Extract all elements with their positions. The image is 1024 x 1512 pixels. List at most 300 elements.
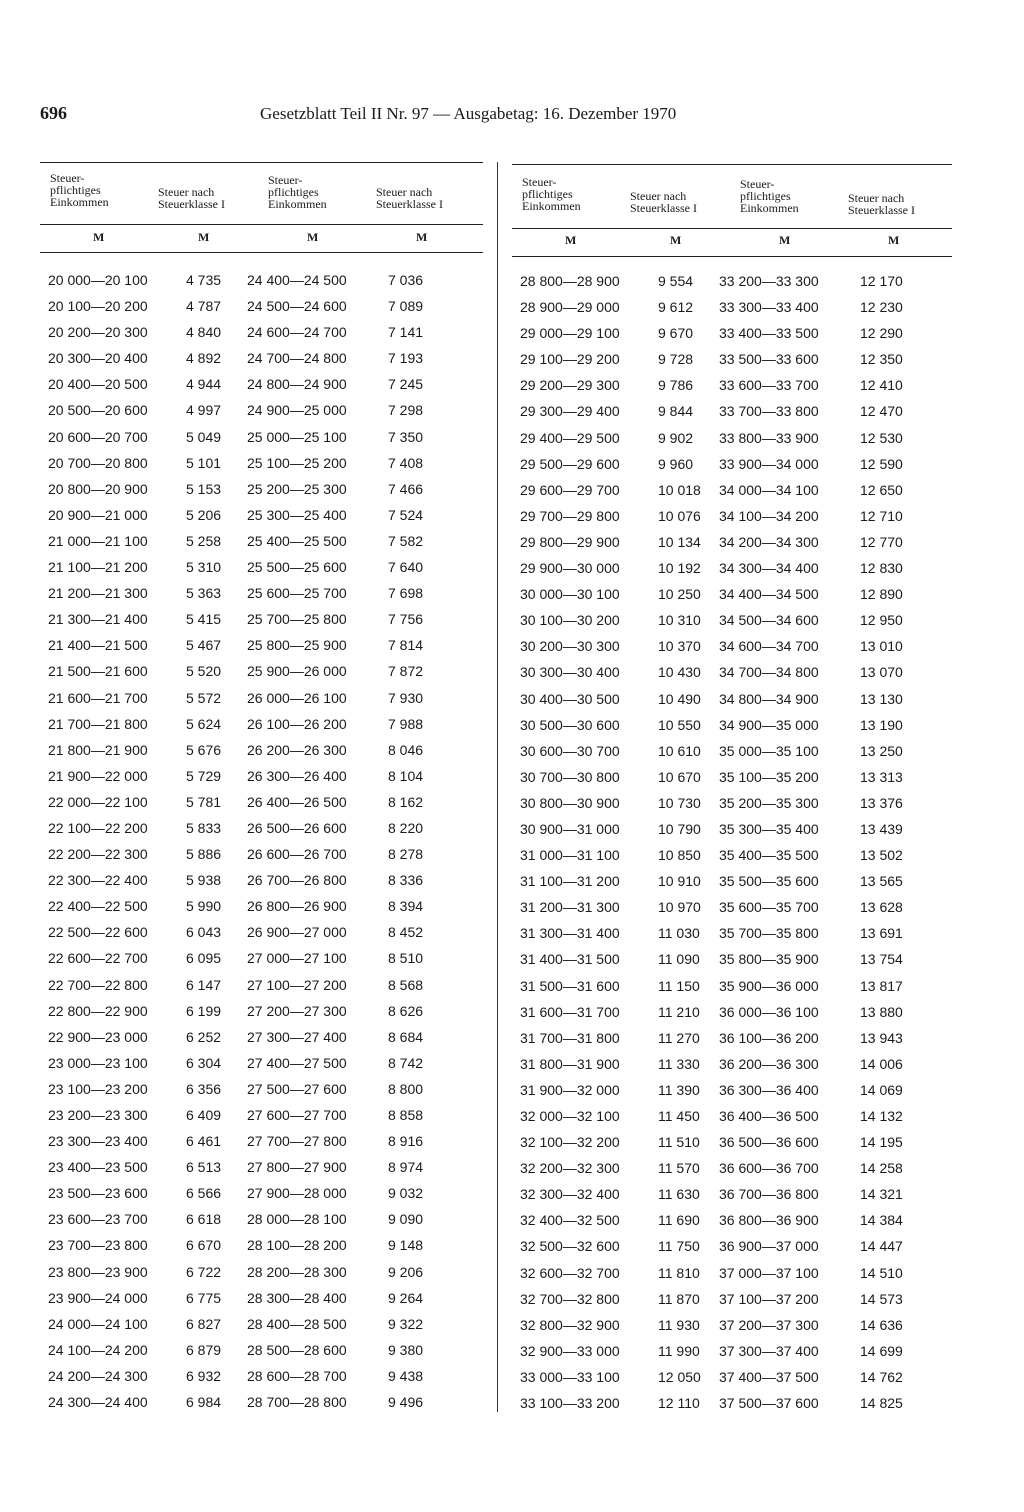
income-range-1: 23 400—23 500	[48, 1159, 148, 1176]
tax-amount-2: 7 872	[388, 663, 424, 680]
col-header-income-1: Steuer- pflichtiges Einkommen	[50, 171, 109, 209]
income-range-1: 30 500—30 600	[520, 716, 620, 733]
income-range-1: 33 100—33 200	[520, 1395, 620, 1412]
table-row	[40, 950, 483, 976]
table-row	[512, 1056, 952, 1082]
income-range-2: 36 500—36 600	[719, 1134, 819, 1151]
tax-amount-1: 6 513	[186, 1159, 222, 1176]
income-range-1: 20 400—20 500	[48, 376, 148, 393]
tax-amount-2: 8 568	[388, 976, 424, 993]
unit-label: M	[93, 230, 105, 244]
tax-amount-2: 13 880	[860, 1003, 903, 1020]
tax-amount-1: 11 870	[658, 1290, 700, 1307]
tax-amount-1: 5 467	[186, 637, 222, 654]
income-range-2: 28 100—28 200	[247, 1237, 347, 1254]
unit-label: M	[779, 233, 791, 247]
tax-amount-2: 12 890	[860, 586, 903, 603]
table-row	[512, 847, 952, 873]
table-row	[512, 638, 952, 664]
income-range-1: 32 900—33 000	[520, 1342, 620, 1359]
tax-amount-2: 9 090	[388, 1211, 424, 1228]
table-row	[40, 429, 483, 455]
tax-amount-2: 9 438	[388, 1367, 424, 1384]
income-range-2: 26 500—26 600	[247, 819, 347, 836]
tax-amount-1: 6 095	[186, 950, 222, 967]
income-range-1: 32 600—32 700	[520, 1264, 620, 1281]
tax-amount-1: 12 050	[658, 1368, 701, 1385]
col-header-tax-1: Steuer nach Steuerklasse I	[630, 189, 697, 215]
table-row	[40, 1003, 483, 1029]
income-range-1: 29 600—29 700	[520, 481, 620, 498]
col-header-tax-2: Steuer nach Steuerklasse I	[848, 191, 915, 217]
tax-amount-1: 5 729	[186, 767, 222, 784]
tax-amount-2: 12 530	[860, 429, 903, 446]
tax-amount-1: 6 461	[186, 1133, 222, 1150]
tax-amount-1: 6 932	[186, 1367, 222, 1384]
tax-amount-1: 11 510	[658, 1134, 700, 1151]
tax-amount-1: 5 415	[186, 611, 222, 628]
income-range-2: 36 200—36 300	[719, 1055, 819, 1072]
table-row	[40, 1342, 483, 1368]
income-range-2: 35 300—35 400	[719, 820, 819, 837]
income-range-2: 28 000—28 100	[247, 1211, 347, 1228]
table-row	[512, 1265, 952, 1291]
income-range-2: 37 100—37 200	[719, 1290, 819, 1307]
tax-amount-1: 10 250	[658, 586, 701, 603]
tax-amount-1: 4 892	[186, 350, 222, 367]
table-row	[40, 533, 483, 559]
table-row	[512, 1212, 952, 1238]
table-row	[512, 612, 952, 638]
tax-amount-1: 10 310	[658, 612, 701, 629]
table-row	[512, 691, 952, 717]
tax-amount-1: 11 270	[658, 1029, 700, 1046]
tax-amount-2: 13 190	[860, 716, 903, 733]
income-range-2: 36 900—37 000	[719, 1238, 819, 1255]
col-header-income-1: Steuer- pflichtiges Einkommen	[522, 175, 581, 213]
tax-amount-1: 5 101	[186, 454, 222, 471]
table-row	[40, 1394, 483, 1420]
table-row	[512, 951, 952, 977]
table-row	[40, 585, 483, 611]
tax-amount-1: 5 258	[186, 532, 222, 549]
table-row	[40, 481, 483, 507]
table-row	[40, 1290, 483, 1316]
income-range-1: 31 400—31 500	[520, 951, 620, 968]
tax-amount-2: 7 089	[388, 298, 424, 315]
tax-amount-1: 10 134	[658, 533, 701, 550]
income-range-1: 30 200—30 300	[520, 638, 620, 655]
table-row	[40, 1133, 483, 1159]
income-range-2: 33 400—33 500	[719, 325, 819, 342]
tax-amount-2: 8 974	[388, 1159, 424, 1176]
income-range-1: 31 900—32 000	[520, 1081, 620, 1098]
tax-amount-2: 12 230	[860, 299, 903, 316]
unit-label: M	[307, 230, 319, 244]
income-range-2: 36 100—36 200	[719, 1029, 819, 1046]
unit-row	[40, 230, 483, 246]
tax-amount-2: 13 376	[860, 794, 903, 811]
tax-amount-1: 5 886	[186, 846, 222, 863]
income-range-2: 27 300—27 400	[247, 1028, 347, 1045]
tax-amount-1: 5 781	[186, 793, 222, 810]
tax-amount-1: 11 570	[658, 1160, 700, 1177]
tax-amount-2: 7 814	[388, 637, 424, 654]
income-range-1: 22 400—22 500	[48, 898, 148, 915]
income-range-2: 28 200—28 300	[247, 1263, 347, 1280]
table-row	[40, 402, 483, 428]
income-range-1: 32 300—32 400	[520, 1186, 620, 1203]
tax-amount-2: 8 742	[388, 1054, 424, 1071]
tax-amount-1: 4 787	[186, 298, 222, 315]
rule-top	[512, 164, 952, 165]
tax-amount-1: 5 676	[186, 741, 222, 758]
income-range-2: 28 700—28 800	[247, 1394, 347, 1411]
income-range-2: 36 000—36 100	[719, 1003, 819, 1020]
income-range-2: 34 800—34 900	[719, 690, 819, 707]
income-range-2: 35 200—35 300	[719, 794, 819, 811]
income-range-1: 20 700—20 800	[48, 454, 148, 471]
tax-amount-2: 14 069	[860, 1081, 903, 1098]
income-range-1: 21 900—22 000	[48, 767, 148, 784]
unit-label: M	[416, 230, 428, 244]
tax-amount-2: 9 496	[388, 1394, 424, 1411]
income-range-1: 22 100—22 200	[48, 819, 148, 836]
table-body	[512, 273, 952, 1421]
income-range-1: 30 800—30 900	[520, 794, 620, 811]
tax-amount-2: 8 336	[388, 872, 424, 889]
tax-amount-1: 5 206	[186, 506, 222, 523]
table-row	[512, 899, 952, 925]
income-range-1: 33 000—33 100	[520, 1368, 620, 1385]
tax-amount-1: 10 018	[658, 481, 701, 498]
tax-amount-1: 5 624	[186, 715, 222, 732]
column-divider	[497, 162, 498, 1412]
page-header	[40, 103, 780, 129]
tax-amount-1: 5 572	[186, 689, 222, 706]
page-title: Gesetzblatt Teil II Nr. 97 — Ausgabetag: 16. Dezember 1970	[260, 104, 677, 123]
tax-amount-1: 10 850	[658, 847, 701, 864]
tax-amount-2: 8 626	[388, 1002, 424, 1019]
tax-amount-2: 13 691	[860, 925, 903, 942]
income-range-2: 27 400—27 500	[247, 1054, 347, 1071]
income-range-2: 34 200—34 300	[719, 533, 819, 550]
income-range-1: 29 300—29 400	[520, 403, 620, 420]
income-range-1: 21 500—21 600	[48, 663, 148, 680]
tax-amount-2: 7 582	[388, 532, 424, 549]
unit-label: M	[670, 233, 682, 247]
tax-amount-2: 13 070	[860, 664, 903, 681]
tax-amount-1: 5 938	[186, 872, 222, 889]
income-range-1: 21 700—21 800	[48, 715, 148, 732]
tax-amount-2: 12 770	[860, 533, 903, 550]
income-range-2: 36 600—36 700	[719, 1160, 819, 1177]
tax-amount-2: 14 762	[860, 1368, 903, 1385]
income-range-1: 21 600—21 700	[48, 689, 148, 706]
tax-amount-1: 5 833	[186, 819, 222, 836]
tax-amount-1: 10 790	[658, 820, 701, 837]
income-range-2: 27 700—27 800	[247, 1133, 347, 1150]
income-range-1: 29 900—30 000	[520, 560, 620, 577]
tax-amount-2: 7 036	[388, 272, 424, 288]
income-range-1: 21 100—21 200	[48, 559, 148, 576]
tax-amount-1: 5 153	[186, 480, 222, 497]
tax-amount-2: 7 698	[388, 585, 424, 602]
tax-amount-1: 11 990	[658, 1342, 700, 1359]
table-row	[40, 611, 483, 637]
income-range-2: 35 900—36 000	[719, 977, 819, 994]
table-row	[40, 350, 483, 376]
rule-low	[40, 252, 483, 253]
income-range-1: 23 300—23 400	[48, 1133, 148, 1150]
tax-amount-2: 14 825	[860, 1395, 903, 1412]
table-row	[40, 690, 483, 716]
table-row	[40, 663, 483, 689]
tax-amount-2: 12 710	[860, 507, 903, 524]
col-header-tax-2: Steuer nach Steuerklasse I	[376, 185, 443, 211]
tax-amount-1: 11 030	[658, 925, 700, 942]
income-range-1: 30 000—30 100	[520, 586, 620, 603]
tax-amount-1: 5 990	[186, 898, 222, 915]
col-header-income-2: Steuer- pflichtiges Einkommen	[740, 177, 799, 215]
income-range-1: 32 100—32 200	[520, 1134, 620, 1151]
income-range-2: 37 400—37 500	[719, 1368, 819, 1385]
income-range-1: 29 800—29 900	[520, 533, 620, 550]
tax-amount-1: 6 566	[186, 1185, 222, 1202]
income-range-1: 24 000—24 100	[48, 1315, 148, 1332]
tax-amount-1: 9 670	[658, 325, 694, 342]
tax-amount-2: 13 943	[860, 1029, 903, 1046]
tax-amount-1: 5 363	[186, 585, 222, 602]
table-row	[40, 324, 483, 350]
income-range-2: 24 800—24 900	[247, 376, 347, 393]
table-row	[40, 1081, 483, 1107]
income-range-2: 24 400—24 500	[247, 272, 347, 288]
income-range-1: 22 000—22 100	[48, 793, 148, 810]
table-row	[512, 1004, 952, 1030]
tax-amount-1: 11 210	[658, 1003, 700, 1020]
income-range-2: 26 200—26 300	[247, 741, 347, 758]
tax-amount-2: 13 628	[860, 899, 903, 916]
income-range-2: 27 500—27 600	[247, 1080, 347, 1097]
tax-amount-2: 14 636	[860, 1316, 903, 1333]
income-range-1: 30 900—31 000	[520, 820, 620, 837]
income-range-2: 24 900—25 000	[247, 402, 347, 419]
table-row	[512, 1343, 952, 1369]
tax-amount-2: 12 470	[860, 403, 903, 420]
tax-amount-2: 14 573	[860, 1290, 903, 1307]
tax-amount-1: 10 730	[658, 794, 701, 811]
income-range-1: 32 400—32 500	[520, 1212, 620, 1229]
table-row	[512, 299, 952, 325]
income-range-2: 33 700—33 800	[719, 403, 819, 420]
tax-amount-1: 9 554	[658, 273, 694, 289]
income-range-2: 33 300—33 400	[719, 299, 819, 316]
income-range-2: 34 400—34 500	[719, 586, 819, 603]
income-range-1: 23 900—24 000	[48, 1289, 148, 1306]
income-range-1: 31 700—31 800	[520, 1029, 620, 1046]
income-range-2: 34 300—34 400	[719, 560, 819, 577]
tax-amount-2: 8 452	[388, 924, 424, 941]
table-row	[40, 1107, 483, 1133]
tax-amount-2: 12 290	[860, 325, 903, 342]
tax-amount-1: 6 827	[186, 1315, 222, 1332]
table-row	[40, 924, 483, 950]
income-range-2: 35 100—35 200	[719, 768, 819, 785]
tax-amount-1: 10 076	[658, 507, 701, 524]
tax-amount-1: 9 728	[658, 351, 694, 368]
tax-amount-1: 4 997	[186, 402, 222, 419]
unit-row	[512, 233, 952, 249]
income-range-1: 22 600—22 700	[48, 950, 148, 967]
tax-amount-1: 11 810	[658, 1264, 700, 1281]
tax-amount-2: 14 006	[860, 1055, 903, 1072]
table-row	[40, 820, 483, 846]
income-range-1: 20 900—21 000	[48, 506, 148, 523]
table-row	[512, 1369, 952, 1395]
income-range-2: 26 100—26 200	[247, 715, 347, 732]
table-row	[40, 1185, 483, 1211]
income-range-2: 33 900—34 000	[719, 455, 819, 472]
tax-amount-1: 6 409	[186, 1107, 222, 1123]
income-range-2: 33 600—33 700	[719, 377, 819, 394]
table-row	[512, 1082, 952, 1108]
tax-amount-1: 4 944	[186, 376, 222, 393]
income-range-2: 25 400—25 500	[247, 532, 347, 549]
income-range-2: 36 800—36 900	[719, 1212, 819, 1229]
table-row	[40, 1029, 483, 1055]
rule-mid	[40, 224, 483, 225]
col-header-tax-1: Steuer nach Steuerklasse I	[158, 185, 225, 211]
income-range-2: 27 600—27 700	[247, 1107, 347, 1123]
table-row	[40, 376, 483, 402]
income-range-1: 29 400—29 500	[520, 429, 620, 446]
income-range-1: 32 200—32 300	[520, 1160, 620, 1177]
income-range-2: 27 000—27 100	[247, 950, 347, 967]
income-range-2: 34 100—34 200	[719, 507, 819, 524]
table-row	[512, 1317, 952, 1343]
tax-amount-2: 13 817	[860, 977, 903, 994]
income-range-2: 25 200—25 300	[247, 480, 347, 497]
table-row	[512, 1134, 952, 1160]
unit-label: M	[888, 233, 900, 247]
tax-amount-2: 13 130	[860, 690, 903, 707]
tax-amount-2: 7 193	[388, 350, 424, 367]
income-range-2: 24 700—24 800	[247, 350, 347, 367]
tax-amount-1: 10 670	[658, 768, 701, 785]
table-row	[512, 273, 952, 299]
table-row	[512, 430, 952, 456]
income-range-2: 26 900—27 000	[247, 924, 347, 941]
table-row	[512, 351, 952, 377]
table-row	[40, 742, 483, 768]
tax-amount-1: 6 984	[186, 1394, 222, 1411]
table-row	[512, 325, 952, 351]
table-row	[512, 1395, 952, 1421]
income-range-2: 26 600—26 700	[247, 846, 347, 863]
income-range-2: 36 300—36 400	[719, 1081, 819, 1098]
tax-amount-2: 9 148	[388, 1237, 424, 1254]
income-range-1: 32 800—32 900	[520, 1316, 620, 1333]
tax-amount-1: 6 722	[186, 1263, 222, 1280]
income-range-2: 26 800—26 900	[247, 898, 347, 915]
income-range-2: 27 200—27 300	[247, 1002, 347, 1019]
income-range-2: 33 500—33 600	[719, 351, 819, 368]
income-range-1: 29 200—29 300	[520, 377, 620, 394]
tax-amount-2: 9 032	[388, 1185, 424, 1202]
income-range-2: 35 000—35 100	[719, 742, 819, 759]
income-range-1: 30 600—30 700	[520, 742, 620, 759]
income-range-1: 20 500—20 600	[48, 402, 148, 419]
tax-amount-2: 12 830	[860, 560, 903, 577]
income-range-2: 35 600—35 700	[719, 899, 819, 916]
tax-amount-2: 8 220	[388, 819, 424, 836]
income-range-2: 34 900—35 000	[719, 716, 819, 733]
table-row	[512, 978, 952, 1004]
table-row	[512, 717, 952, 743]
income-range-2: 37 500—37 600	[719, 1395, 819, 1412]
table-row	[512, 795, 952, 821]
income-range-1: 32 000—32 100	[520, 1108, 620, 1124]
income-range-1: 24 100—24 200	[48, 1341, 148, 1358]
income-range-2: 24 600—24 700	[247, 324, 347, 341]
income-range-2: 25 300—25 400	[247, 506, 347, 523]
income-range-1: 29 100—29 200	[520, 351, 620, 368]
tax-amount-1: 9 902	[658, 429, 694, 446]
table-row	[40, 455, 483, 481]
table-row	[512, 586, 952, 612]
income-range-1: 21 000—21 100	[48, 532, 148, 549]
tax-amount-1: 5 520	[186, 663, 222, 680]
income-range-2: 27 800—27 900	[247, 1159, 347, 1176]
tax-amount-1: 6 147	[186, 976, 222, 993]
tax-amount-1: 9 844	[658, 403, 694, 420]
income-range-1: 31 200—31 300	[520, 899, 620, 916]
income-range-1: 23 100—23 200	[48, 1080, 148, 1097]
income-range-1: 22 900—23 000	[48, 1028, 148, 1045]
tax-amount-1: 10 430	[658, 664, 701, 681]
tax-amount-2: 7 350	[388, 428, 424, 445]
tax-amount-2: 12 410	[860, 377, 903, 394]
table-row	[512, 1160, 952, 1186]
table-row	[40, 1368, 483, 1394]
tax-amount-1: 6 043	[186, 924, 222, 941]
income-range-1: 24 300—24 400	[48, 1394, 148, 1411]
tax-amount-1: 11 630	[658, 1186, 700, 1203]
tax-amount-2: 8 916	[388, 1133, 424, 1150]
tax-amount-1: 6 775	[186, 1289, 222, 1306]
tax-amount-2: 14 384	[860, 1212, 903, 1229]
income-range-1: 21 200—21 300	[48, 585, 148, 602]
income-range-2: 37 300—37 400	[719, 1342, 819, 1359]
tax-amount-1: 12 110	[658, 1395, 700, 1412]
income-range-1: 29 000—29 100	[520, 325, 620, 342]
tax-amount-2: 9 264	[388, 1289, 424, 1306]
tax-amount-2: 8 104	[388, 767, 424, 784]
income-range-1: 32 500—32 600	[520, 1238, 620, 1255]
table-row	[40, 898, 483, 924]
tax-amount-2: 8 800	[388, 1080, 424, 1097]
income-range-2: 26 400—26 500	[247, 793, 347, 810]
table-row	[512, 403, 952, 429]
income-range-1: 22 800—22 900	[48, 1002, 148, 1019]
table-header	[40, 160, 483, 244]
tax-table-right	[512, 160, 952, 1412]
tax-amount-1: 11 930	[658, 1316, 700, 1333]
income-range-2: 27 900—28 000	[247, 1185, 347, 1202]
tax-amount-1: 11 090	[658, 951, 700, 968]
income-range-2: 26 300—26 400	[247, 767, 347, 784]
